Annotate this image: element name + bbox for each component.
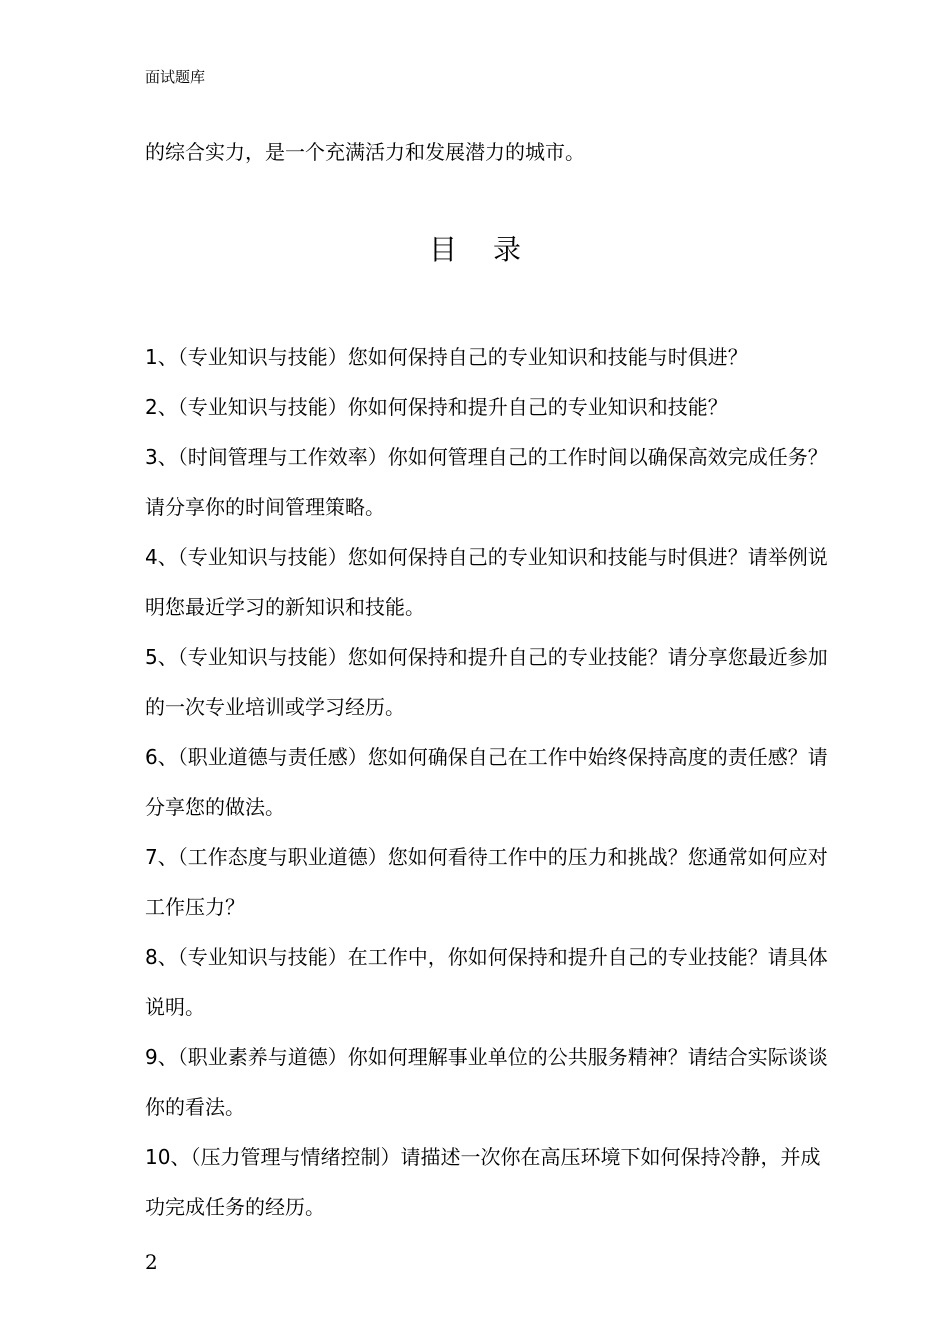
toc-item-2[interactable]: 2、（专业知识与技能）你如何保持和提升自己的专业知识和技能？ (145, 395, 728, 419)
toc-item-9[interactable]: 9、（职业素养与道德）你如何理解事业单位的公共服务精神？请结合实际谈谈你的看法。 (145, 1045, 828, 1119)
toc-item-3[interactable]: 3、（时间管理与工作效率）你如何管理自己的工作时间以确保高效完成任务？请分享你的时间管理策略。 (145, 445, 828, 519)
toc-item-5[interactable]: 5、（专业知识与技能）您如何保持和提升自己的专业技能？请分享您最近参加的一次专业培训或学习经历。 (145, 645, 828, 719)
toc-item-1[interactable]: 1、（专业知识与技能）您如何保持自己的专业知识和技能与时俱进？ (145, 345, 748, 369)
page-number: 2 (145, 1250, 158, 1274)
toc-item-4[interactable]: 4、（专业知识与技能）您如何保持自己的专业知识和技能与时俱进？请举例说明您最近学习的新知识和技能。 (145, 545, 828, 619)
toc-title: 目录 (428, 233, 557, 266)
page-header: 面试题库 (145, 68, 206, 86)
toc-item-6[interactable]: 6、（职业道德与责任感）您如何确保自己在工作中始终保持高度的责任感？请分享您的做法。 (145, 745, 828, 819)
toc-item-10[interactable]: 10、（压力管理与情绪控制）请描述一次你在高压环境下如何保持冷静，并成功完成任务的经历。 (145, 1145, 821, 1219)
intro-paragraph: 的综合实力，是一个充满活力和发展潜力的城市。 (145, 140, 585, 164)
toc-list (145, 332, 835, 1232)
toc-item-7[interactable]: 7、（工作态度与职业道德）您如何看待工作中的压力和挑战？您通常如何应对工作压力？ (145, 845, 828, 919)
toc-item-8[interactable]: 8、（专业知识与技能）在工作中，你如何保持和提升自己的专业技能？请具体说明。 (145, 945, 828, 1019)
